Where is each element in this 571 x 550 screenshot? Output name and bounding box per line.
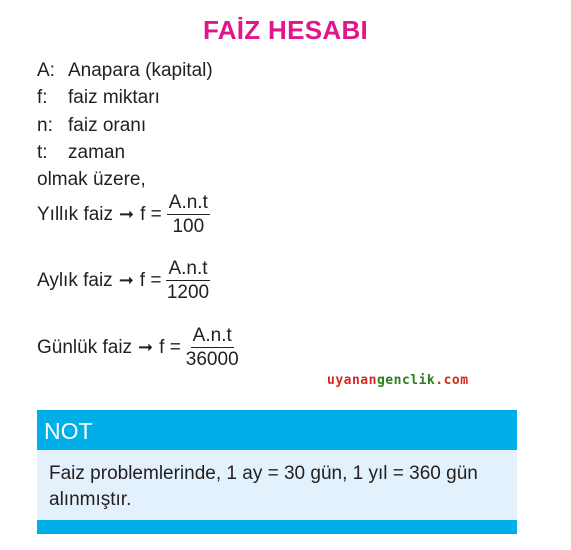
watermark-part: genclik xyxy=(376,373,436,388)
fraction xyxy=(167,192,210,237)
formula-label: Günlük faiz xyxy=(37,336,133,358)
definition-text: faiz miktarı xyxy=(68,87,160,108)
definition-key: f: xyxy=(37,87,48,108)
arrow-icon: ➞ xyxy=(119,204,135,224)
fraction-numerator: A.n.t xyxy=(168,258,208,279)
arrow-icon: ➞ xyxy=(138,337,154,357)
fraction-denominator: 1200 xyxy=(166,282,210,303)
definition-row xyxy=(37,142,125,164)
formula-monthly xyxy=(37,258,210,303)
definition-key: A: xyxy=(37,60,55,81)
definition-text: Anapara (kapital) xyxy=(68,60,213,81)
arrow-icon: ➞ xyxy=(118,270,134,290)
fraction-numerator: A.n.t xyxy=(192,325,232,346)
definition-row xyxy=(37,60,213,82)
formula-lhs: f = xyxy=(140,203,162,225)
condition-text: olmak üzere, xyxy=(37,169,146,190)
fraction-denominator: 100 xyxy=(172,216,205,237)
formula-label: Yıllık faiz xyxy=(37,203,114,225)
note-heading: NOT xyxy=(44,418,93,444)
page-title: FAİZ HESABI xyxy=(202,15,369,45)
definition-text: faiz oranı xyxy=(68,115,147,136)
definition-text: zaman xyxy=(68,142,126,163)
formula-label: Aylık faiz xyxy=(37,269,113,291)
formula-lhs: f = xyxy=(159,336,181,358)
definition-row xyxy=(37,87,160,109)
definition-key: n: xyxy=(37,115,53,136)
note-box xyxy=(37,410,517,534)
watermark-part: uyanan xyxy=(327,373,377,388)
watermark-part: .com xyxy=(435,373,469,388)
watermark xyxy=(327,373,469,388)
fraction-numerator: A.n.t xyxy=(168,192,208,213)
definition-row xyxy=(37,115,146,137)
definition-key: t: xyxy=(37,142,48,163)
note-header xyxy=(37,410,517,450)
formula-yearly xyxy=(37,192,210,237)
fraction-denominator: 36000 xyxy=(185,349,239,370)
fraction xyxy=(186,325,239,370)
note-text: Faiz problemlerinde, 1 ay = 30 gün, 1 yıl = 360 gün alınmıştır. xyxy=(49,463,478,510)
note-footer-bar xyxy=(37,520,517,534)
fraction xyxy=(166,258,209,303)
formula-daily xyxy=(37,325,239,370)
formula-lhs: f = xyxy=(139,269,162,291)
